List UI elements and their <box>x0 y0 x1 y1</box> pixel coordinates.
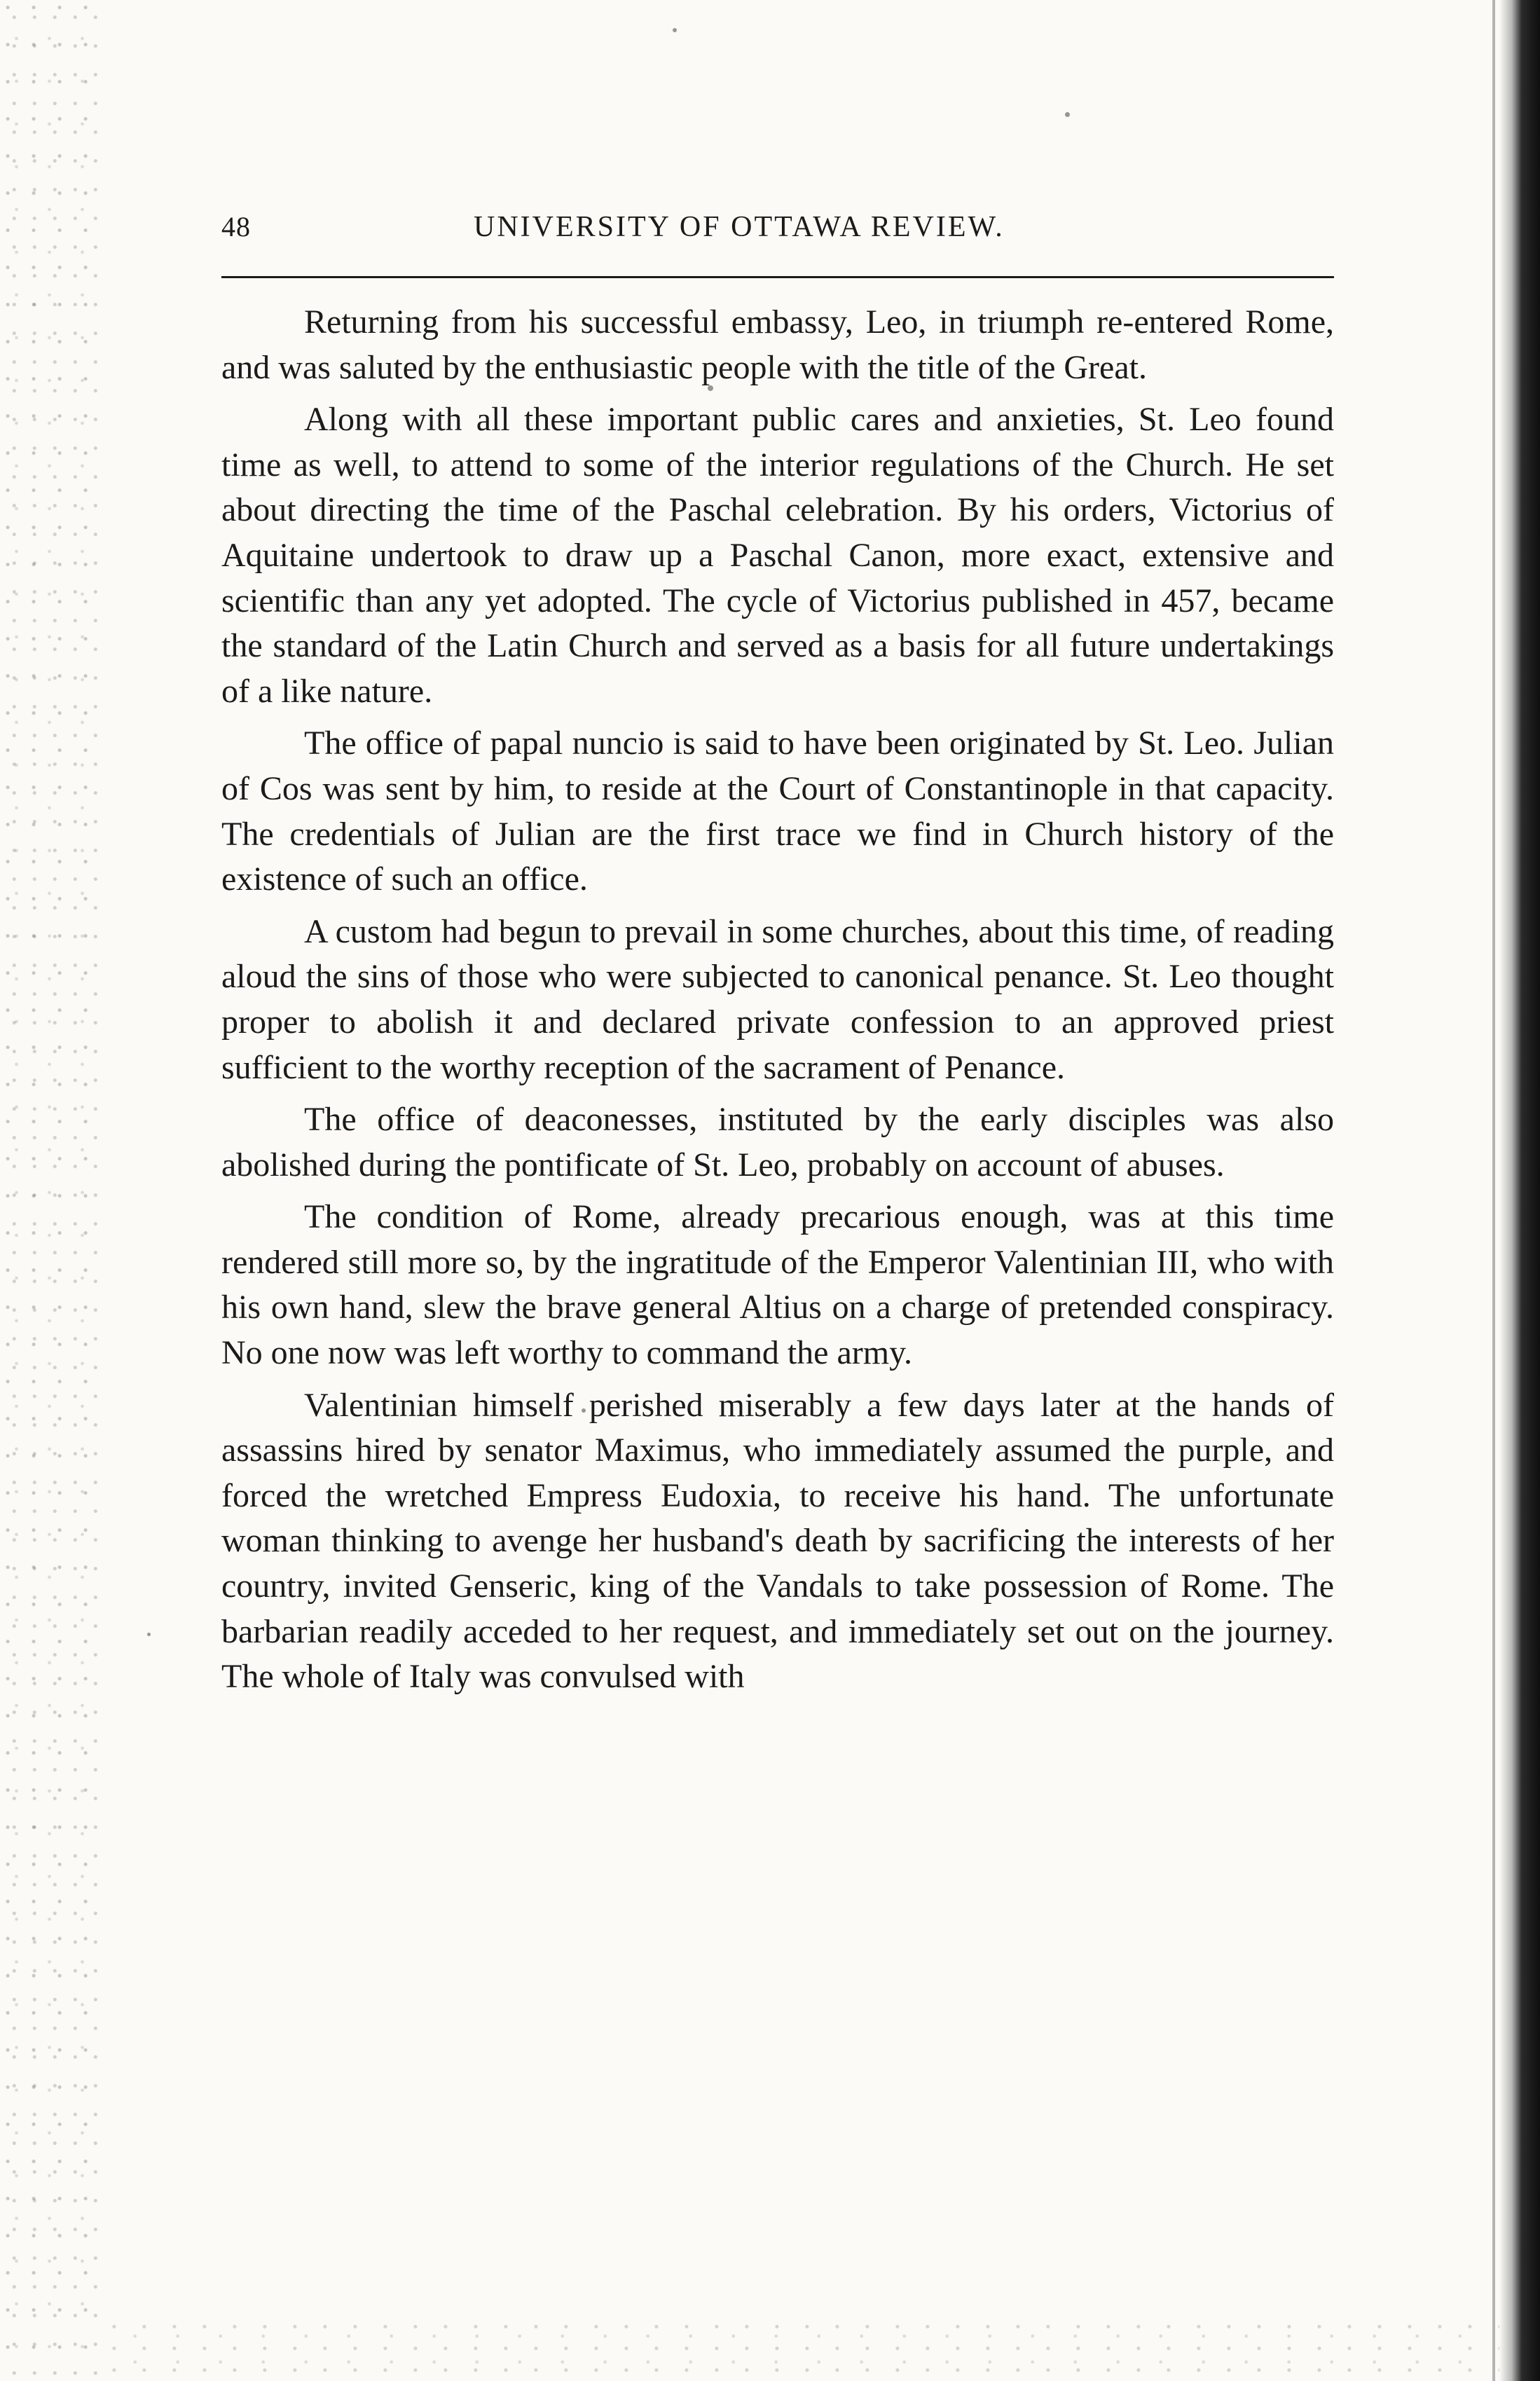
binding-line <box>1492 0 1495 2381</box>
scan-speck <box>147 1633 151 1636</box>
article-body <box>221 300 1334 1707</box>
scan-noise-left <box>0 0 105 2381</box>
header-rule <box>221 276 1334 278</box>
running-title: UNIVERSITY OF OTTAWA REVIEW. <box>474 211 1005 243</box>
paragraph: Along with all these important public cares and anxieties, St. Leo found time as well, to attend to some of the interior regulations of the Church. He set about directing the time of the Paschal celebration. By his orders, Victorius of Aquitaine undertook to draw up a Paschal Canon, more exact, extensive and scientific than any yet adopted. The cycle of Victorius published in 457, became the standard of the Latin Church and served as a basis for all future undertakings of a like nature. <box>221 401 1334 710</box>
paragraph: A custom had begun to prevail in some churches, about this time, of reading aloud the sins of those who were subjected to canonical penance. St. Leo thought proper to abolish it and declared private confession to an approved priest sufficient to the worthy reception of the sacrament of Penance. <box>221 912 1334 1086</box>
page-number: 48 <box>221 211 251 242</box>
scan-speck <box>673 28 677 32</box>
paragraph: Valentinian himself perished miserably a few days later at the hands of assassins hired by senator Maximus, who immediately assumed the purple, and forced the wretched Empress Eudoxia, to receive his hand. The unfortunate woman thinking to avenge her husband's death by sacrificing the interests of her country, invited Genseric, king of the Vandals to take possession of Rome. The barbarian readily acceded to her request, and immediately set out on the journey. The whole of Italy was convulsed with <box>221 1386 1334 1696</box>
paragraph: Returning from his successful embassy, Leo, in triumph re-entered Rome, and was saluted by the enthusiastic people with the title of the Great. <box>221 303 1334 386</box>
binding-shadow <box>1499 0 1540 2381</box>
paragraph: The office of deaconesses, instituted by the early disciples was also abolished during the pontificate of St. Leo, probably on account of abuses. <box>221 1101 1334 1183</box>
paragraph: The office of papal nuncio is said to have been originated by St. Leo. Julian of Cos was sent by him, to reside at the Court of Constantinople in that capacity. The credentials of Julian are the first trace we find in Church history of the existence of such an office. <box>221 725 1334 898</box>
scan-noise-bottom <box>105 2318 1499 2381</box>
scan-speck <box>1065 112 1070 117</box>
paragraph: The condition of Rome, already precarious enough, was at this time rendered still more so, by the ingratitude of the Emperor Valentinian III, who with his own hand, slew the brave general Altius on a charge of pretended conspiracy. No one now was left worthy to command the army. <box>221 1198 1334 1372</box>
